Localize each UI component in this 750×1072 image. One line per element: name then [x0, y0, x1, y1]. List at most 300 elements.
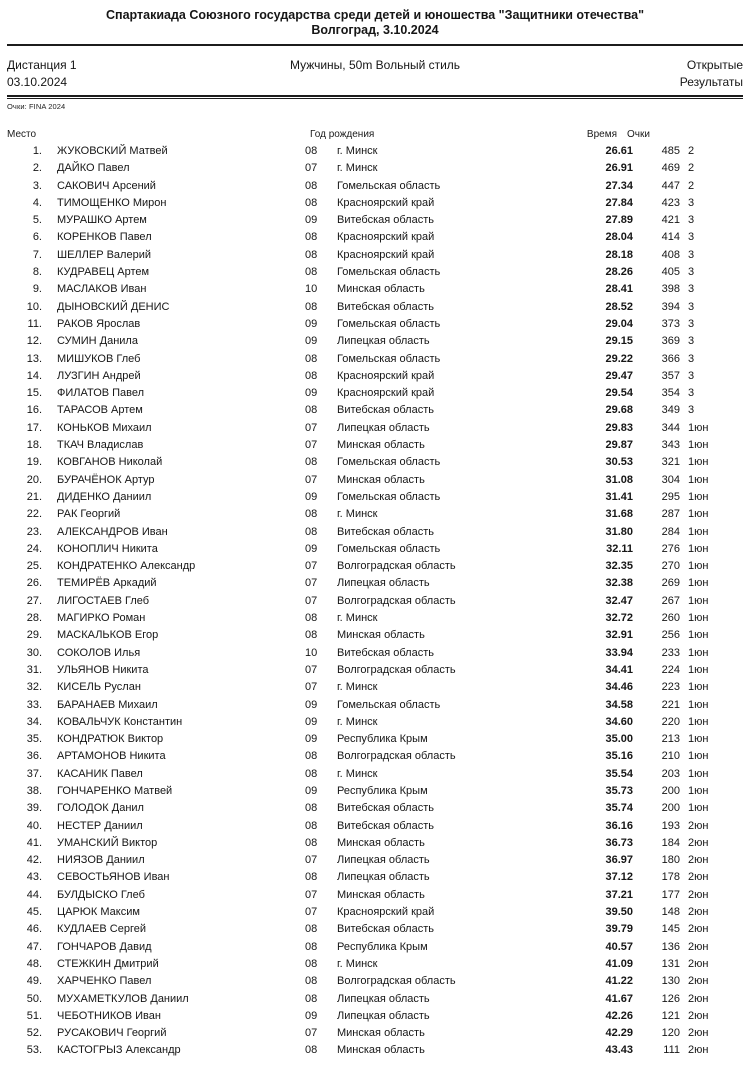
team-cell: Гомельская область: [337, 317, 441, 330]
time-cell: 36.97: [605, 854, 633, 867]
result-row: [7, 143, 743, 160]
name-cell: ШЕЛЛЕР Валерий: [57, 248, 151, 261]
time-cell: 32.91: [605, 629, 633, 642]
name-cell: АЛЕКСАНДРОВ Иван: [57, 525, 168, 538]
result-row: [7, 437, 743, 454]
team-cell: Гомельская область: [337, 456, 441, 469]
team-cell: Липецкая область: [337, 992, 430, 1005]
result-row: [7, 921, 743, 938]
time-cell: 27.89: [605, 214, 633, 227]
result-row: [7, 316, 743, 333]
points-cell: 210: [661, 750, 680, 763]
category-cell: 2юн: [688, 923, 709, 936]
rank-cell: 7.: [32, 248, 42, 261]
time-cell: 41.09: [605, 957, 633, 970]
time-cell: 34.41: [605, 663, 633, 676]
result-row: [7, 368, 743, 385]
category-cell: 1юн: [688, 629, 709, 642]
points-cell: 270: [661, 560, 680, 573]
time-cell: 39.50: [605, 906, 633, 919]
rank-cell: 20.: [26, 473, 42, 486]
category-cell: 3: [688, 248, 695, 261]
time-cell: 32.35: [605, 560, 633, 573]
team-cell: Гомельская область: [337, 542, 441, 555]
time-cell: 31.41: [605, 490, 633, 503]
name-cell: КОНЬКОВ Михаил: [57, 421, 152, 434]
year-cell: 09: [305, 317, 318, 330]
points-cell: 287: [661, 508, 680, 521]
category-cell: 1юн: [688, 663, 709, 676]
points-cell: 357: [661, 369, 680, 382]
name-cell: ФИЛАТОВ Павел: [57, 387, 145, 400]
result-row: [7, 956, 743, 973]
category-cell: 2юн: [688, 906, 709, 919]
name-cell: БАРАНАЕВ Михаил: [57, 698, 158, 711]
year-cell: 07: [305, 473, 318, 486]
year-cell: 09: [305, 542, 318, 555]
result-row: [7, 973, 743, 990]
time-cell: 27.34: [605, 179, 633, 192]
rank-cell: 24.: [26, 542, 42, 555]
result-row: [7, 818, 743, 835]
result-row: [7, 402, 743, 419]
rank-cell: 4.: [32, 196, 42, 209]
name-cell: КАСАНИК Павел: [57, 767, 143, 780]
team-cell: Красноярский край: [337, 906, 435, 919]
year-cell: 09: [305, 1009, 318, 1022]
year-cell: 07: [305, 854, 318, 867]
result-row: [7, 524, 743, 541]
result-row: [7, 541, 743, 558]
result-row: [7, 178, 743, 195]
category-cell: 1юн: [688, 508, 709, 521]
name-cell: МУХАМЕТКУЛОВ Даниил: [57, 992, 189, 1005]
year-cell: 07: [305, 560, 318, 573]
year-cell: 08: [305, 836, 318, 849]
rank-cell: 6.: [32, 231, 42, 244]
year-cell: 08: [305, 923, 318, 936]
points-cell: 220: [661, 715, 680, 728]
team-cell: Витебская область: [337, 525, 434, 538]
name-cell: КУДРАВЕЦ Артем: [57, 266, 150, 279]
year-cell: 08: [305, 179, 318, 192]
points-cell: 414: [661, 231, 680, 244]
name-cell: КОНОПЛИЧ Никита: [57, 542, 158, 555]
points-cell: 321: [661, 456, 680, 469]
name-cell: ДЫНОВСКИЙ ДЕНИС: [57, 300, 170, 313]
category-cell: 3: [688, 283, 695, 296]
points-cell: 224: [661, 663, 680, 676]
rank-cell: 39.: [26, 802, 42, 815]
category-cell: 1юн: [688, 542, 709, 555]
rank-cell: 23.: [26, 525, 42, 538]
rank-cell: 48.: [26, 957, 42, 970]
year-cell: 08: [305, 629, 318, 642]
year-cell: 09: [305, 214, 318, 227]
points-cell: 421: [661, 214, 680, 227]
year-cell: 08: [305, 196, 318, 209]
result-row: [7, 939, 743, 956]
result-row: [7, 472, 743, 489]
name-cell: ТИМОЩЕНКО Мирон: [57, 196, 167, 209]
name-cell: САКОВИЧ Арсений: [57, 179, 156, 192]
column-header-points: Очки: [627, 129, 650, 140]
competition-location-date: Волгоград, 3.10.2024: [311, 23, 439, 37]
points-cell: 203: [661, 767, 680, 780]
rank-cell: 10.: [26, 300, 42, 313]
team-cell: Минская область: [337, 439, 425, 452]
year-cell: 08: [305, 456, 318, 469]
name-cell: ЛИГОСТАЕВ Глеб: [57, 594, 150, 607]
category-cell: 2: [688, 179, 695, 192]
header-divider: [7, 44, 743, 46]
year-cell: 07: [305, 1027, 318, 1040]
points-cell: 200: [661, 784, 680, 797]
team-cell: Липецкая область: [337, 854, 430, 867]
column-header-place: Место: [7, 129, 37, 140]
result-row: [7, 195, 743, 212]
points-cell: 394: [661, 300, 680, 313]
year-cell: 08: [305, 612, 318, 625]
event-date: 03.10.2024: [7, 75, 68, 89]
team-cell: Красноярский край: [337, 196, 435, 209]
points-cell: 145: [661, 923, 680, 936]
year-cell: 08: [305, 508, 318, 521]
category-cell: 1юн: [688, 715, 709, 728]
points-cell: 269: [661, 577, 680, 590]
time-cell: 41.67: [605, 992, 633, 1005]
rank-cell: 30.: [26, 646, 42, 659]
rank-cell: 21.: [26, 490, 42, 503]
category-cell: 1юн: [688, 456, 709, 469]
time-cell: 32.11: [606, 542, 633, 555]
time-cell: 42.26: [605, 1009, 633, 1022]
year-cell: 08: [305, 992, 318, 1005]
team-cell: Витебская область: [337, 300, 434, 313]
team-cell: Красноярский край: [337, 369, 435, 382]
result-row: [7, 1025, 743, 1042]
team-cell: Липецкая область: [337, 577, 430, 590]
rank-cell: 51.: [26, 1009, 42, 1022]
team-cell: Минская область: [337, 888, 425, 901]
result-row: [7, 420, 743, 437]
points-cell: 130: [661, 975, 680, 988]
name-cell: ЖУКОВСКИЙ Матвей: [57, 145, 168, 157]
year-cell: 07: [305, 439, 318, 452]
category-cell: 1юн: [688, 784, 709, 797]
result-row: [7, 887, 743, 904]
rank-cell: 38.: [26, 784, 42, 797]
name-cell: ЛУЗГИН Андрей: [57, 369, 141, 382]
points-cell: 136: [661, 940, 680, 953]
time-cell: 32.38: [605, 577, 633, 590]
rank-cell: 49.: [26, 975, 42, 988]
year-cell: 07: [305, 888, 318, 901]
points-cell: 295: [661, 490, 680, 503]
time-cell: 35.00: [605, 733, 633, 746]
category-cell: 1юн: [688, 733, 709, 746]
team-cell: Волгоградская область: [337, 975, 456, 988]
time-cell: 37.12: [605, 871, 633, 884]
time-cell: 35.73: [605, 784, 633, 797]
category-cell: 2юн: [688, 819, 709, 832]
rank-cell: 44.: [26, 888, 42, 901]
team-cell: г. Минск: [337, 145, 378, 157]
rank-cell: 29.: [26, 629, 42, 642]
year-cell: 08: [305, 525, 318, 538]
team-cell: г. Минск: [337, 508, 378, 521]
rank-cell: 50.: [26, 992, 42, 1005]
result-row: [7, 783, 743, 800]
result-row: [7, 575, 743, 592]
name-cell: ГОНЧАРЕНКО Матвей: [57, 784, 173, 797]
team-cell: Минская область: [337, 836, 425, 849]
result-row: [7, 264, 743, 281]
points-cell: 408: [661, 248, 680, 261]
category-cell: 1юн: [688, 646, 709, 659]
result-row: [7, 679, 743, 696]
team-cell: Гомельская область: [337, 490, 441, 503]
time-cell: 42.29: [605, 1027, 633, 1040]
name-cell: КОНДРАТЕНКО Александр: [57, 560, 196, 573]
category-cell: 1юн: [688, 473, 709, 486]
name-cell: МИШУКОВ Глеб: [57, 352, 141, 365]
name-cell: НЕСТЕР Даниил: [57, 819, 143, 832]
name-cell: ДАЙКО Павел: [57, 162, 130, 175]
results-table: [7, 143, 743, 1060]
team-cell: Красноярский край: [337, 231, 435, 244]
points-cell: 343: [661, 439, 680, 452]
team-cell: Красноярский край: [337, 387, 435, 400]
year-cell: 08: [305, 957, 318, 970]
category-cell: 3: [688, 369, 695, 382]
result-row: [7, 645, 743, 662]
year-cell: 10: [305, 283, 318, 296]
team-cell: Республика Крым: [337, 733, 428, 746]
year-cell: 09: [305, 698, 318, 711]
time-cell: 29.04: [605, 317, 633, 330]
year-cell: 07: [305, 594, 318, 607]
time-cell: 28.18: [605, 248, 633, 261]
year-cell: 08: [305, 248, 318, 261]
result-row: [7, 489, 743, 506]
time-cell: 43.43: [605, 1044, 633, 1057]
points-cell: 469: [661, 162, 680, 175]
rank-cell: 33.: [26, 698, 42, 711]
name-cell: СУМИН Данила: [57, 335, 138, 348]
time-cell: 29.83: [605, 421, 633, 434]
name-cell: НИЯЗОВ Даниил: [57, 854, 145, 867]
category-cell: 1юн: [688, 802, 709, 815]
result-row: [7, 160, 743, 177]
team-cell: Республика Крым: [337, 784, 428, 797]
result-row: [7, 333, 743, 350]
year-cell: 08: [305, 940, 318, 953]
category-cell: 3: [688, 387, 695, 400]
column-header-birth-year: Год рождения: [310, 129, 375, 140]
points-cell: 304: [661, 473, 680, 486]
rank-cell: 34.: [26, 715, 42, 728]
name-cell: УМАНСКИЙ Виктор: [57, 836, 158, 849]
year-cell: 08: [305, 231, 318, 244]
rank-cell: 15.: [26, 387, 42, 400]
year-cell: 08: [305, 802, 318, 815]
result-row: [7, 991, 743, 1008]
points-cell: 184: [661, 836, 680, 849]
category-cell: 1юн: [688, 750, 709, 763]
rank-cell: 14.: [26, 369, 42, 382]
result-row: [7, 454, 743, 471]
team-cell: Витебская область: [337, 802, 434, 815]
rank-cell: 22.: [26, 508, 42, 521]
points-cell: 256: [661, 629, 680, 642]
year-cell: 07: [305, 577, 318, 590]
results-label: Результаты: [679, 75, 743, 89]
result-row: [7, 385, 743, 402]
name-cell: МАГИРКО Роман: [57, 612, 146, 625]
time-cell: 29.22: [605, 352, 633, 365]
rank-cell: 37.: [26, 767, 42, 780]
team-cell: Липецкая область: [337, 871, 430, 884]
year-cell: 09: [305, 387, 318, 400]
category-cell: 1юн: [688, 560, 709, 573]
points-cell: 111: [663, 1044, 680, 1057]
result-row: [7, 835, 743, 852]
points-cell: 267: [661, 594, 680, 607]
time-cell: 36.16: [605, 819, 633, 832]
name-cell: БУЛДЫСКО Глеб: [57, 888, 145, 901]
team-cell: Липецкая область: [337, 335, 430, 348]
year-cell: 09: [305, 335, 318, 348]
rank-cell: 32.: [26, 681, 42, 694]
result-row: [7, 662, 743, 679]
rank-cell: 40.: [26, 819, 42, 832]
time-cell: 33.94: [605, 646, 633, 659]
team-cell: Волгоградская область: [337, 560, 456, 573]
result-row: [7, 748, 743, 765]
table-header-row: [0, 129, 750, 143]
category-cell: 2юн: [688, 975, 709, 988]
rank-cell: 53.: [26, 1044, 42, 1057]
name-cell: ХАРЧЕНКО Павел: [57, 975, 152, 988]
category-cell: 2: [688, 145, 695, 157]
time-cell: 28.41: [605, 283, 633, 296]
rank-cell: 47.: [26, 940, 42, 953]
time-cell: 31.80: [605, 525, 633, 538]
points-cell: 213: [661, 733, 680, 746]
result-row: [7, 1042, 743, 1059]
year-cell: 08: [305, 975, 318, 988]
rank-cell: 17.: [26, 421, 42, 434]
team-cell: Гомельская область: [337, 352, 441, 365]
name-cell: СТЕЖКИН Дмитрий: [57, 957, 159, 970]
points-cell: 177: [661, 888, 680, 901]
result-row: [7, 593, 743, 610]
year-cell: 08: [305, 819, 318, 832]
year-cell: 08: [305, 404, 318, 417]
category-cell: 1юн: [688, 594, 709, 607]
name-cell: ТЕМИРЁВ Аркадий: [57, 577, 157, 590]
points-cell: 180: [661, 854, 680, 867]
name-cell: КИСЕЛЬ Руслан: [57, 681, 141, 694]
points-cell: 193: [661, 819, 680, 832]
competition-title: Спартакиада Союзного государства среди детей и юношества "Защитники отечества": [106, 8, 644, 22]
rank-cell: 11.: [27, 317, 42, 330]
team-cell: Витебская область: [337, 646, 434, 659]
category-cell: 3: [688, 317, 695, 330]
category-cell: 3: [688, 404, 695, 417]
points-cell: 485: [661, 145, 680, 157]
name-cell: УЛЬЯНОВ Никита: [57, 663, 149, 676]
name-cell: ТКАЧ Владислав: [57, 439, 144, 452]
name-cell: МАСКАЛЬКОВ Егор: [57, 629, 159, 642]
time-cell: 34.46: [605, 681, 633, 694]
points-cell: 126: [661, 992, 680, 1005]
time-cell: 26.61: [605, 145, 633, 157]
time-cell: 40.57: [605, 940, 633, 953]
category-cell: 1юн: [688, 681, 709, 694]
category-cell: 2юн: [688, 992, 709, 1005]
category-cell: 2юн: [688, 871, 709, 884]
name-cell: КОВАЛЬЧУК Константин: [57, 715, 183, 728]
category-cell: 1юн: [688, 767, 709, 780]
year-cell: 07: [305, 906, 318, 919]
team-cell: г. Минск: [337, 681, 378, 694]
category-cell: 2: [688, 162, 695, 175]
category-cell: 1юн: [688, 490, 709, 503]
result-row: [7, 610, 743, 627]
time-cell: 34.58: [605, 698, 633, 711]
category-cell: 2юн: [688, 854, 709, 867]
year-cell: 07: [305, 421, 318, 434]
event-name: Мужчины, 50m Вольный стиль: [289, 58, 461, 72]
category-cell: 3: [688, 214, 695, 227]
team-cell: Минская область: [337, 629, 425, 642]
result-row: [7, 1008, 743, 1025]
name-cell: АРТАМОНОВ Никита: [57, 750, 166, 763]
name-cell: ГОЛОДОК Данил: [57, 802, 144, 815]
time-cell: 35.16: [605, 750, 633, 763]
time-cell: 29.47: [605, 369, 633, 382]
distance-label: Дистанция 1: [7, 58, 77, 72]
result-row: [7, 281, 743, 298]
year-cell: 08: [305, 266, 318, 279]
rank-cell: 18.: [26, 439, 42, 452]
year-cell: 09: [305, 715, 318, 728]
result-row: [7, 351, 743, 368]
rank-cell: 16.: [26, 404, 42, 417]
time-cell: 41.22: [605, 975, 633, 988]
rank-cell: 2.: [32, 162, 42, 175]
team-cell: Волгоградская область: [337, 750, 456, 763]
category-cell: 2юн: [688, 957, 709, 970]
column-header-time: Время: [586, 129, 617, 140]
category-cell: 3: [688, 335, 695, 348]
rank-cell: 36.: [26, 750, 42, 763]
time-cell: 28.26: [605, 266, 633, 279]
rank-cell: 13.: [26, 352, 42, 365]
points-cell: 223: [661, 681, 680, 694]
event-divider: [7, 95, 743, 99]
team-cell: Гомельская область: [337, 266, 441, 279]
year-cell: 08: [305, 871, 318, 884]
time-cell: 29.54: [605, 387, 633, 400]
event-status: Открытые: [686, 58, 743, 72]
time-cell: 35.54: [605, 767, 633, 780]
category-cell: 1юн: [688, 525, 709, 538]
year-cell: 09: [305, 784, 318, 797]
points-cell: 121: [661, 1009, 680, 1022]
